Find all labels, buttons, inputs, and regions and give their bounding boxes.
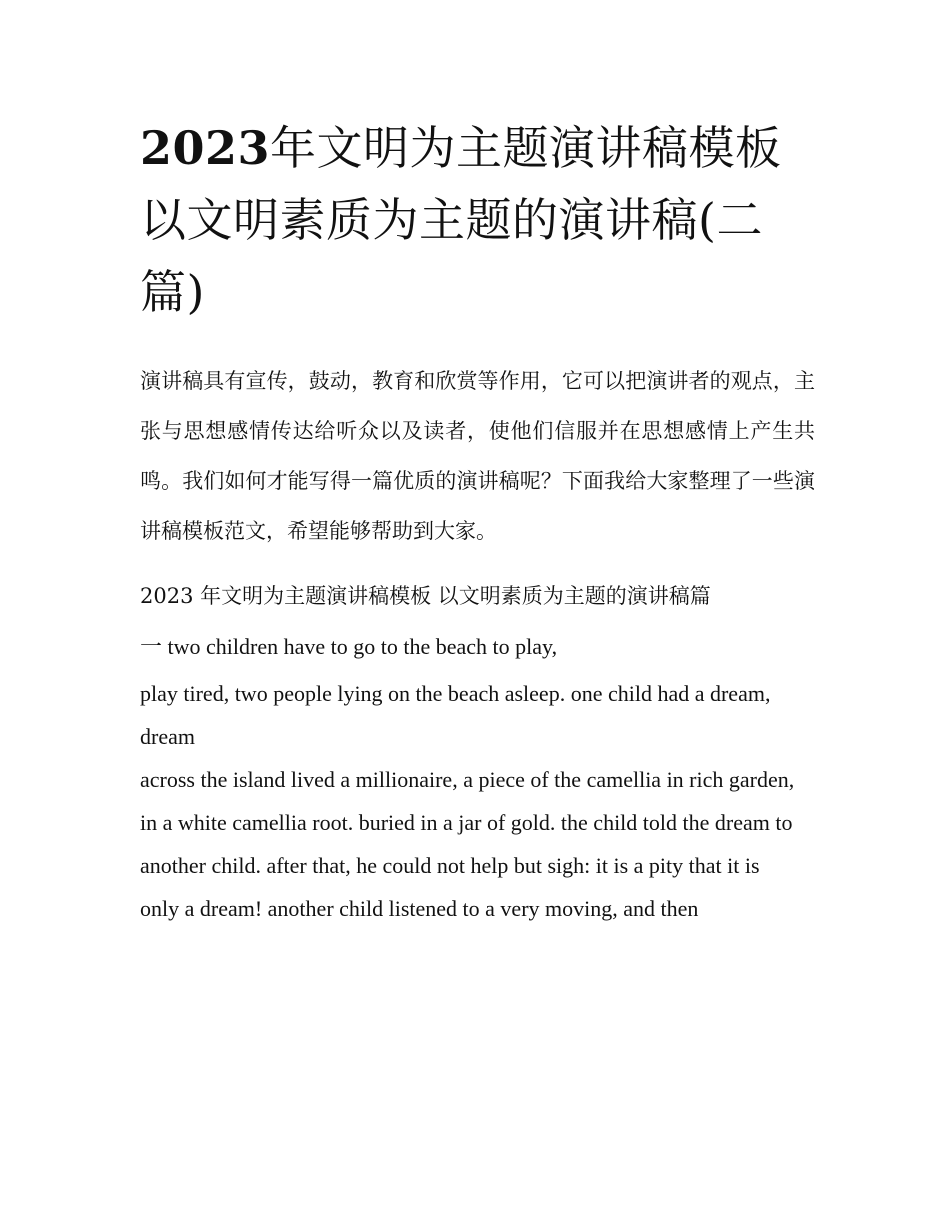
title-text: 年文明为主题演讲稿模板 以文明素质为主题的演讲稿(二篇): [140, 121, 782, 319]
body-line: 一 two children have to go to the beach to play,: [140, 634, 558, 659]
document-title: [140, 112, 815, 328]
body-line: only a dream! another child listened to a very moving, and then: [140, 896, 699, 921]
body-line: another child. after that, he could not help but sigh: it is a pity that it is: [140, 853, 760, 878]
body-line: play tired, two people lying on the beach asleep. one child had a dream, dream: [140, 681, 771, 749]
body-line: in a white camellia root. buried in a jar of gold. the child told the dream to: [140, 810, 793, 835]
document-page: [140, 112, 815, 930]
section-heading: 2023 年文明为主题演讲稿模板 以文明素质为主题的演讲稿篇: [140, 584, 711, 608]
title-year: 2023: [140, 121, 271, 175]
intro-paragraph: 演讲稿具有宣传，鼓动，教育和欣赏等作用，它可以把演讲者的观点，主张与思想感情传达给听众以及读者，使他们信服并在思想感情上产生共鸣。我们如何才能写得一篇优质的演讲稿呢？下面我给大家整理了一些演讲稿模板范文，希望能够帮助到大家。: [140, 369, 815, 543]
body-line: across the island lived a millionaire, a piece of the camellia in rich garden,: [140, 767, 795, 792]
